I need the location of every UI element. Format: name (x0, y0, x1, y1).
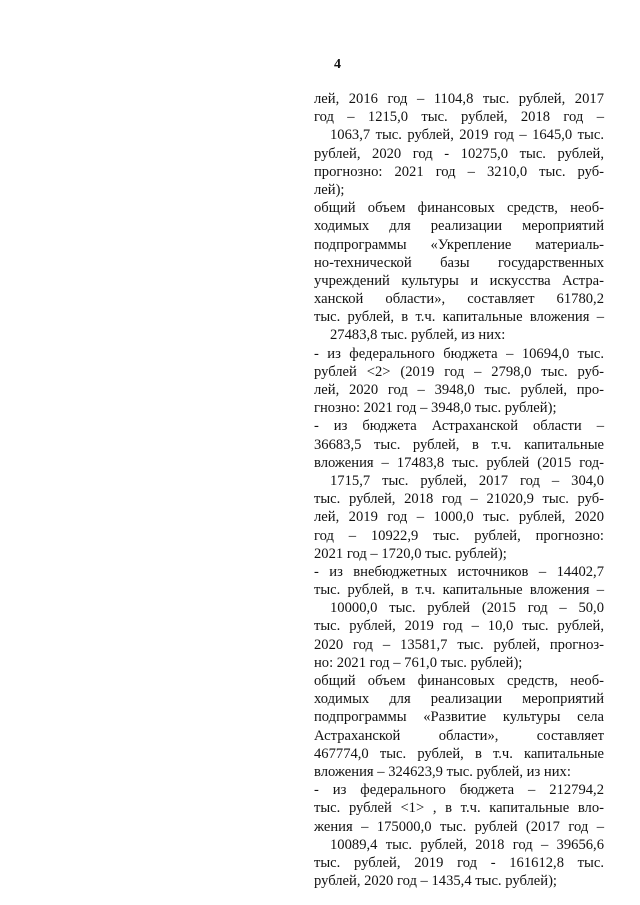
text-line: рублей, 2020 год – 1435,4 тыс. рублей); (314, 873, 557, 890)
text-line: подпрограммы «Укрепление материаль- (314, 236, 604, 253)
text-line: вложения – 17483,8 тыс. рублей (2015 год- (314, 454, 604, 471)
text-line: прогнозно: 2021 год – 3210,0 тыс. руб- (314, 163, 604, 180)
text-line: лей, 2020 год – 3948,0 тыс. рублей, про- (314, 382, 604, 398)
text-line: но-технической базы государственных (314, 254, 604, 271)
text-line: год – 1215,0 тыс. рублей, 2018 год – (314, 109, 604, 126)
text-line: тыс. рублей, 2019 год - 161612,8 тыс. (314, 854, 604, 871)
text-line: 1063,7 тыс. рублей, 2019 год – 1645,0 тыс. (330, 127, 604, 144)
text-line: ходимых для реализации мероприятий (314, 691, 604, 708)
text-line: рублей, 2020 год - 10275,0 тыс. рублей, (314, 145, 604, 162)
text-line: лей, 2019 год – 1000,0 тыс. рублей, 2020 (314, 509, 604, 526)
text-line: Астраханской области», составляет (314, 727, 604, 744)
text-line: учреждений культуры и искусства Астра- (314, 272, 604, 289)
text-line: 27483,8 тыс. рублей, из них: (330, 327, 506, 344)
text-line: подпрограммы «Развитие культуры села (314, 709, 604, 726)
text-line: но: 2021 год – 761,0 тыс. рублей); (314, 654, 523, 671)
text-line: вложения – 324623,9 тыс. рублей, из них: (314, 763, 571, 780)
text-line: 10000,0 тыс. рублей (2015 год – 50,0 (330, 600, 604, 617)
text-line: ханской области», составляет 61780,2 (314, 291, 604, 308)
text-line: ходимых для реализации мероприятий (314, 218, 604, 235)
text-line: гнозно: 2021 год – 3948,0 тыс. рублей); (314, 400, 557, 417)
text-line: общий объем финансовых средств, необ- (314, 673, 604, 689)
page-number: 4 (334, 57, 341, 72)
text-line: год – 10922,9 тыс. рублей, прогнозно: (314, 527, 604, 544)
text-line: - из внебюджетных источников – 14402,7 (314, 563, 604, 580)
text-line: - из федерального бюджета – 212794,2 (314, 782, 604, 799)
text-line: 467774,0 тыс. рублей, в т.ч. капитальные (314, 745, 604, 762)
text-line: 1715,7 тыс. рублей, 2017 год – 304,0 (330, 472, 604, 489)
text-line: тыс. рублей <1> , в т.ч. капитальные вло- (314, 800, 604, 817)
text-line: жения – 175000,0 тыс. рублей (2017 год – (314, 818, 604, 835)
text-line: лей); (314, 181, 345, 198)
text-line: тыс. рублей, 2019 год – 10,0 тыс. рублей, (314, 618, 604, 635)
text-line: 2021 год – 1720,0 тыс. рублей); (314, 545, 507, 562)
text-line: тыс. рублей, в т.ч. капитальные вложения – (314, 309, 604, 326)
text-line: 36683,5 тыс. рублей, в т.ч. капитальные (314, 436, 604, 453)
text-line: тыс. рублей, 2018 год – 21020,9 тыс. руб- (314, 491, 604, 508)
body-text (314, 90, 604, 890)
text-line: 10089,4 тыс. рублей, 2018 год – 39656,6 (330, 836, 604, 853)
text-line: тыс. рублей, в т.ч. капитальные вложения – (314, 582, 604, 599)
text-line: рублей <2> (2019 год – 2798,0 тыс. руб- (314, 363, 604, 380)
text-line: - из федерального бюджета – 10694,0 тыс. (314, 345, 604, 362)
text-line: лей, 2016 год – 1104,8 тыс. рублей, 2017 (314, 91, 604, 107)
text-line: - из бюджета Астраханской области – (314, 418, 604, 435)
text-line: общий объем финансовых средств, необ- (314, 200, 604, 217)
text-line: 2020 год – 13581,7 тыс. рублей, прогноз- (314, 636, 604, 653)
